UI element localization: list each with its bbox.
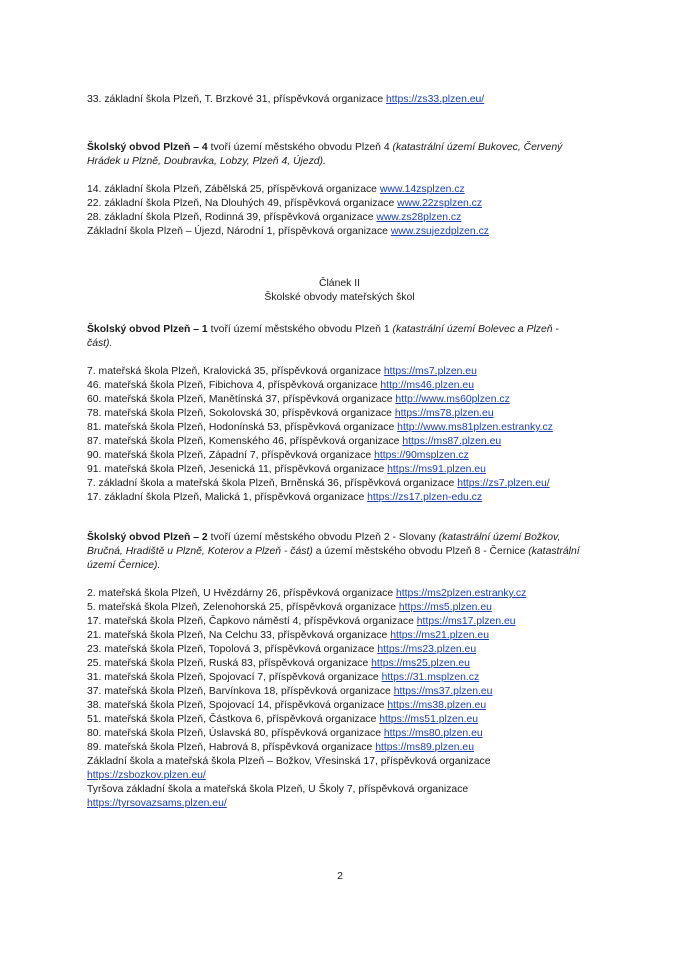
list-item: 17. základní škola Plzeň, Malická 1, příspěvková organizace https://zs17.plzen-edu.cz — [87, 492, 483, 503]
district-title: Školský obvod Plzeň – 1 — [87, 324, 208, 335]
list-item: 51. mateřská škola Plzeň, Částkova 6, příspěvková organizace https://ms51.plzen.eu — [87, 714, 479, 725]
list-item: 25. mateřská škola Plzeň, Ruská 83, příspěvková organizace https://ms25.plzen.eu — [87, 658, 470, 669]
school-link[interactable]: http://ms46.plzen.eu — [380, 380, 474, 391]
school-link[interactable]: https://zs17.plzen-edu.cz — [367, 492, 483, 503]
list-item: 23. mateřská škola Plzeň, Topolová 3, příspěvková organizace https://ms23.plzen.eu — [87, 644, 477, 655]
entry-link[interactable]: https://zs33.plzen.eu/ — [386, 94, 485, 105]
list-item: 31. mateřská škola Plzeň, Spojovací 7, příspěvková organizace https://31.msplzen.cz — [87, 672, 480, 683]
list-item: 60. mateřská škola Plzeň, Manětínská 37, příspěvková organizace http://www.ms60plzen.cz — [87, 394, 510, 405]
school-link[interactable]: https://ms2plzen.estranky.cz — [395, 588, 527, 599]
school-link[interactable]: https://ms5.plzen.eu — [398, 602, 492, 613]
district4-description: Školský obvod Plzeň – 4 tvoří území městského obvodu Plzeň 4 (katastrální území Bukovec, Červený Hrádek u Plzně, Doubravka, Lobzy, Plzeň 4, Újezd). — [87, 142, 563, 167]
ms-district2-list — [87, 587, 592, 811]
entry-text: 33. základní škola Plzeň, T. Brzkové 31, příspěvková organizace — [87, 94, 386, 105]
school-link[interactable]: https://ms89.plzen.eu — [375, 742, 474, 753]
district-title: Školský obvod Plzeň – 4 — [87, 142, 208, 153]
school-link[interactable]: https://tyrsovazsams.plzen.eu/ — [87, 798, 227, 809]
list-item: 14. základní škola Plzeň, Zábělská 25, příspěvková organizace www.14zsplzen.cz — [87, 184, 465, 195]
list-item: 22. základní škola Plzeň, Na Dlouhých 49, příspěvková organizace www.22zsplzen.cz — [87, 198, 483, 209]
list-item: 17. mateřská škola Plzeň, Čapkovo náměstí 4, příspěvková organizace https://ms17.plzen.eu — [87, 616, 516, 627]
article-number: Článek II — [318, 278, 360, 289]
school-link[interactable]: https://ms78.plzen.eu — [394, 408, 494, 419]
school-link[interactable]: https://ms80.plzen.eu — [383, 728, 483, 739]
ms-district1-description: Školský obvod Plzeň – 1 tvoří území městského obvodu Plzeň 1 (katastrální území Bolevec a Plzeň - část). — [87, 324, 559, 349]
school-link[interactable]: https://ms91.plzen.eu — [387, 464, 486, 475]
school-link[interactable]: https://ms23.plzen.eu — [377, 644, 477, 655]
list-item: 7. mateřská škola Plzeň, Kralovická 35, příspěvková organizace https://ms7.plzen.eu — [87, 366, 477, 377]
school-link[interactable]: https://ms21.plzen.eu — [390, 630, 489, 641]
page-number: 2 — [337, 871, 343, 882]
school-link[interactable]: https://ms7.plzen.eu — [383, 366, 477, 377]
school-link[interactable]: https://zsbozkov.plzen.eu/ — [87, 770, 206, 781]
list-item: 38. mateřská škola Plzeň, Spojovací 14, příspěvková organizace https://ms38.plzen.eu — [87, 700, 487, 711]
list-item: 21. mateřská škola Plzeň, Na Celchu 33, příspěvková organizace https://ms21.plzen.eu — [87, 630, 489, 641]
list-item: 2. mateřská škola Plzeň, U Hvězdárny 26, příspěvková organizace https://ms2plzen.estranky.cz — [87, 588, 527, 599]
list-item: Tyršova základní škola a mateřská škola Plzeň, U Školy 7, příspěvková organizace https://tyrsovazsams.plzen.eu/ — [87, 784, 469, 809]
school-link[interactable]: https://ms17.plzen.eu — [416, 616, 516, 627]
list-item: 80. mateřská škola Plzeň, Úslavská 80, příspěvková organizace https://ms80.plzen.eu — [87, 728, 483, 739]
school-link[interactable]: www.14zsplzen.cz — [379, 184, 465, 195]
school-link[interactable]: https://ms87.plzen.eu — [402, 436, 502, 447]
list-item: 7. základní škola a mateřská škola Plzeň, Brněnská 36, příspěvková organizace https://zs7.plzen.eu/ — [87, 478, 550, 489]
school-link[interactable]: https://ms51.plzen.eu — [379, 714, 479, 725]
article-heading — [87, 277, 592, 305]
list-item: 78. mateřská škola Plzeň, Sokolovská 30, příspěvková organizace https://ms78.plzen.eu — [87, 408, 494, 419]
document-page — [87, 93, 592, 811]
district4-list — [87, 183, 592, 239]
list-item: 87. mateřská škola Plzeň, Komenského 46, příspěvková organizace https://ms87.plzen.eu — [87, 436, 502, 447]
school-link[interactable]: https://ms38.plzen.eu — [387, 700, 487, 711]
school-link[interactable]: www.22zsplzen.cz — [397, 198, 483, 209]
school-link[interactable]: https://90msplzen.cz — [374, 450, 469, 461]
school-link[interactable]: https://zs7.plzen.eu/ — [457, 478, 550, 489]
list-item: 90. mateřská škola Plzeň, Západní 7, příspěvková organizace https://90msplzen.cz — [87, 450, 469, 461]
list-item: 37. mateřská škola Plzeň, Barvínkova 18, příspěvková organizace https://ms37.plzen.eu — [87, 686, 493, 697]
school-link[interactable]: http://www.ms81plzen.estranky.cz — [397, 422, 553, 433]
list-item: 91. mateřská škola Plzeň, Jesenická 11, příspěvková organizace https://ms91.plzen.eu — [87, 464, 486, 475]
list-item: Základní škola a mateřská škola Plzeň – Božkov, Vřesinská 17, příspěvková organizace https://zsbozkov.plzen.eu/ — [87, 756, 491, 781]
school-link[interactable]: www.zsujezdplzen.cz — [390, 226, 489, 237]
school-link[interactable]: http://www.ms60plzen.cz — [395, 394, 510, 405]
school-link[interactable]: https://ms25.plzen.eu — [371, 658, 470, 669]
list-item: 46. mateřská škola Plzeň, Fibichova 4, příspěvková organizace http://ms46.plzen.eu — [87, 380, 474, 391]
ms-district2-description: Školský obvod Plzeň – 2 tvoří území městského obvodu Plzeň 2 - Slovany (katastrální území Božkov, Bručná, Hradiště u Plzně, Koterov a Plzeň - část) a území městského obvodu Plzeň 8 - Černice (katastrální území Černice). — [87, 532, 580, 571]
school-link[interactable]: https://ms37.plzen.eu — [393, 686, 493, 697]
article-title: Školské obvody mateřských škol — [264, 292, 415, 303]
list-item: 28. základní škola Plzeň, Rodinná 39, příspěvková organizace www.zs28plzen.cz — [87, 212, 462, 223]
list-item: 89. mateřská škola Plzeň, Habrová 8, příspěvková organizace https://ms89.plzen.eu — [87, 742, 474, 753]
list-item: 81. mateřská škola Plzeň, Hodonínská 53, příspěvková organizace http://www.ms81plzen.estranky.cz — [87, 422, 553, 433]
list-item: Základní škola Plzeň – Újezd, Národní 1, příspěvková organizace www.zsujezdplzen.cz — [87, 226, 489, 237]
entry-zs33 — [87, 93, 592, 107]
ms-district1-list — [87, 365, 592, 505]
district-title: Školský obvod Plzeň – 2 — [87, 532, 208, 543]
school-link[interactable]: www.zs28plzen.cz — [376, 212, 462, 223]
school-link[interactable]: https://31.msplzen.cz — [381, 672, 480, 683]
list-item: 5. mateřská škola Plzeň, Zelenohorská 25, příspěvková organizace https://ms5.plzen.eu — [87, 602, 492, 613]
